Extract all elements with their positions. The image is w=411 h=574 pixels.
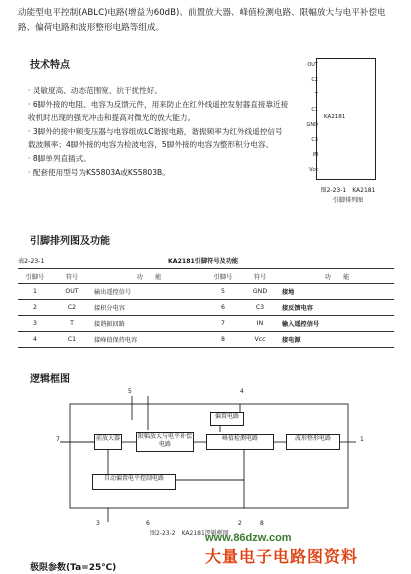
watermark-text: 大量电子电路图资料 [205, 547, 359, 566]
preamp-block: 前放大器 [94, 434, 122, 450]
table-cell: 接谐振回路 [92, 316, 206, 332]
table-number: 表2-23-1 [18, 258, 45, 265]
chip-pin-label: C1 [311, 107, 318, 113]
watermark-url: www.86dzw.com [205, 532, 292, 544]
table-cell: IN [240, 316, 280, 332]
figure2-caption: 图2-23-2 KA2181逻辑框图 [150, 530, 229, 537]
pin-label-in: 7 [56, 436, 60, 443]
feature-item: · 8脚单列直插式。 [28, 153, 91, 163]
table-cell: 3 [18, 316, 52, 332]
pin-label: 2 [238, 520, 242, 527]
table-cell: 输入遥控信号 [280, 316, 394, 332]
bias-block: 偏置电路 [210, 412, 244, 426]
table-cell: 6 [206, 300, 240, 316]
table-cell: 4 [18, 332, 52, 348]
chip-pin-label: C3 [311, 137, 318, 143]
table-cell: Vcc [240, 332, 280, 348]
table-header: 符号 [240, 269, 280, 284]
table-cell: 接地 [280, 284, 394, 300]
table-cell: 接电源 [280, 332, 394, 348]
table-row [18, 316, 394, 332]
chip-pin-label: GND [306, 122, 318, 128]
table-row [18, 284, 394, 300]
intro-paragraph: 动能型电平控制(ABLC)电路(增益为60dB)、前置放大器、峰值检测电路、限幅放大与电平补偿电路、偏荷电路和波形整形电路等组成。 [18, 8, 386, 33]
features-list [28, 84, 290, 179]
table-header: 引脚号 [18, 269, 52, 284]
table-cell: 8 [206, 332, 240, 348]
pin-function-table [18, 268, 394, 348]
table-cell: C3 [240, 300, 280, 316]
chip-pin-label: T [314, 92, 318, 98]
table-cell: 5 [206, 284, 240, 300]
table-cell: 接峰值保持电容 [92, 332, 206, 348]
pin-label: 5 [128, 388, 132, 395]
table-title: KA2181引脚符号及功能 [168, 258, 239, 265]
chip-name: KA2181 [324, 114, 346, 120]
table-cell: 接积分电容 [92, 300, 206, 316]
table-caption [18, 256, 394, 265]
table-header: 引脚号 [206, 269, 240, 284]
peak-detector-block: 峰值检测电路 [206, 434, 274, 450]
table-row [18, 300, 394, 316]
pin-label: 8 [260, 520, 264, 527]
table-header: 功 能 [92, 269, 206, 284]
table-cell: 接反馈电容 [280, 300, 394, 316]
watermark [205, 532, 405, 574]
feature-item: · 6脚外接的电阻、电容为反馈元件，用来防止在红外线遥控发射器直接靠近接收机时出现的强光冲击和提高对微光的放大能力。 [28, 99, 289, 123]
table-cell: T [52, 316, 92, 332]
figure1-title: 图2-23-1 KA2181 [320, 187, 376, 194]
pin-label-out: 1 [360, 436, 364, 443]
table-cell: 7 [206, 316, 240, 332]
table-cell: OUT [52, 284, 92, 300]
chip-pin-label: IN [312, 152, 318, 158]
figure1-subtitle: 引脚排列图 [332, 197, 363, 204]
pin-label: 3 [96, 520, 100, 527]
table-header: 功 能 [280, 269, 394, 284]
chip-pin-label: Vcc [309, 167, 318, 173]
table-row [18, 332, 394, 348]
pin-label: 6 [146, 520, 150, 527]
chip-pin-label: C2 [311, 77, 318, 83]
chip-pin-label: OUT [307, 62, 318, 68]
pin-label: 4 [240, 388, 244, 395]
table-cell: C1 [52, 332, 92, 348]
limiter-block: 限幅放大与电平补偿电路 [136, 432, 194, 452]
ablc-block: 自动偏置电平控制电路 [92, 474, 176, 490]
feature-item: · 配套使用型号为KS5803A或KS5803B。 [28, 167, 170, 177]
shaper-block: 波形整形电路 [286, 434, 340, 450]
table-header-row [18, 269, 394, 284]
table-cell: GND [240, 284, 280, 300]
table-cell: 1 [18, 284, 52, 300]
table-cell: C2 [52, 300, 92, 316]
features-heading: 技术特点 [30, 60, 70, 71]
pin-section-heading: 引脚排列图及功能 [30, 236, 110, 247]
figure1-caption [303, 186, 393, 206]
feature-item: · 灵敏度高、动态范围宽、抗干扰性好。 [28, 86, 162, 95]
block-diagram-heading: 逻辑框图 [30, 374, 70, 385]
table-cell: 2 [18, 300, 52, 316]
feature-item: · 3脚外的接中频变压器与电容组成LC谐振电路，谐振频率为红外线遥控信号载波频率；4脚外接的电容为检波电容，5脚外接的电容为整形积分电容。 [28, 126, 283, 150]
limit-params-heading: 极限参数(Ta=25℃) [30, 563, 117, 573]
table-header: 符号 [52, 269, 92, 284]
table-cell: 输出遥控信号 [92, 284, 206, 300]
